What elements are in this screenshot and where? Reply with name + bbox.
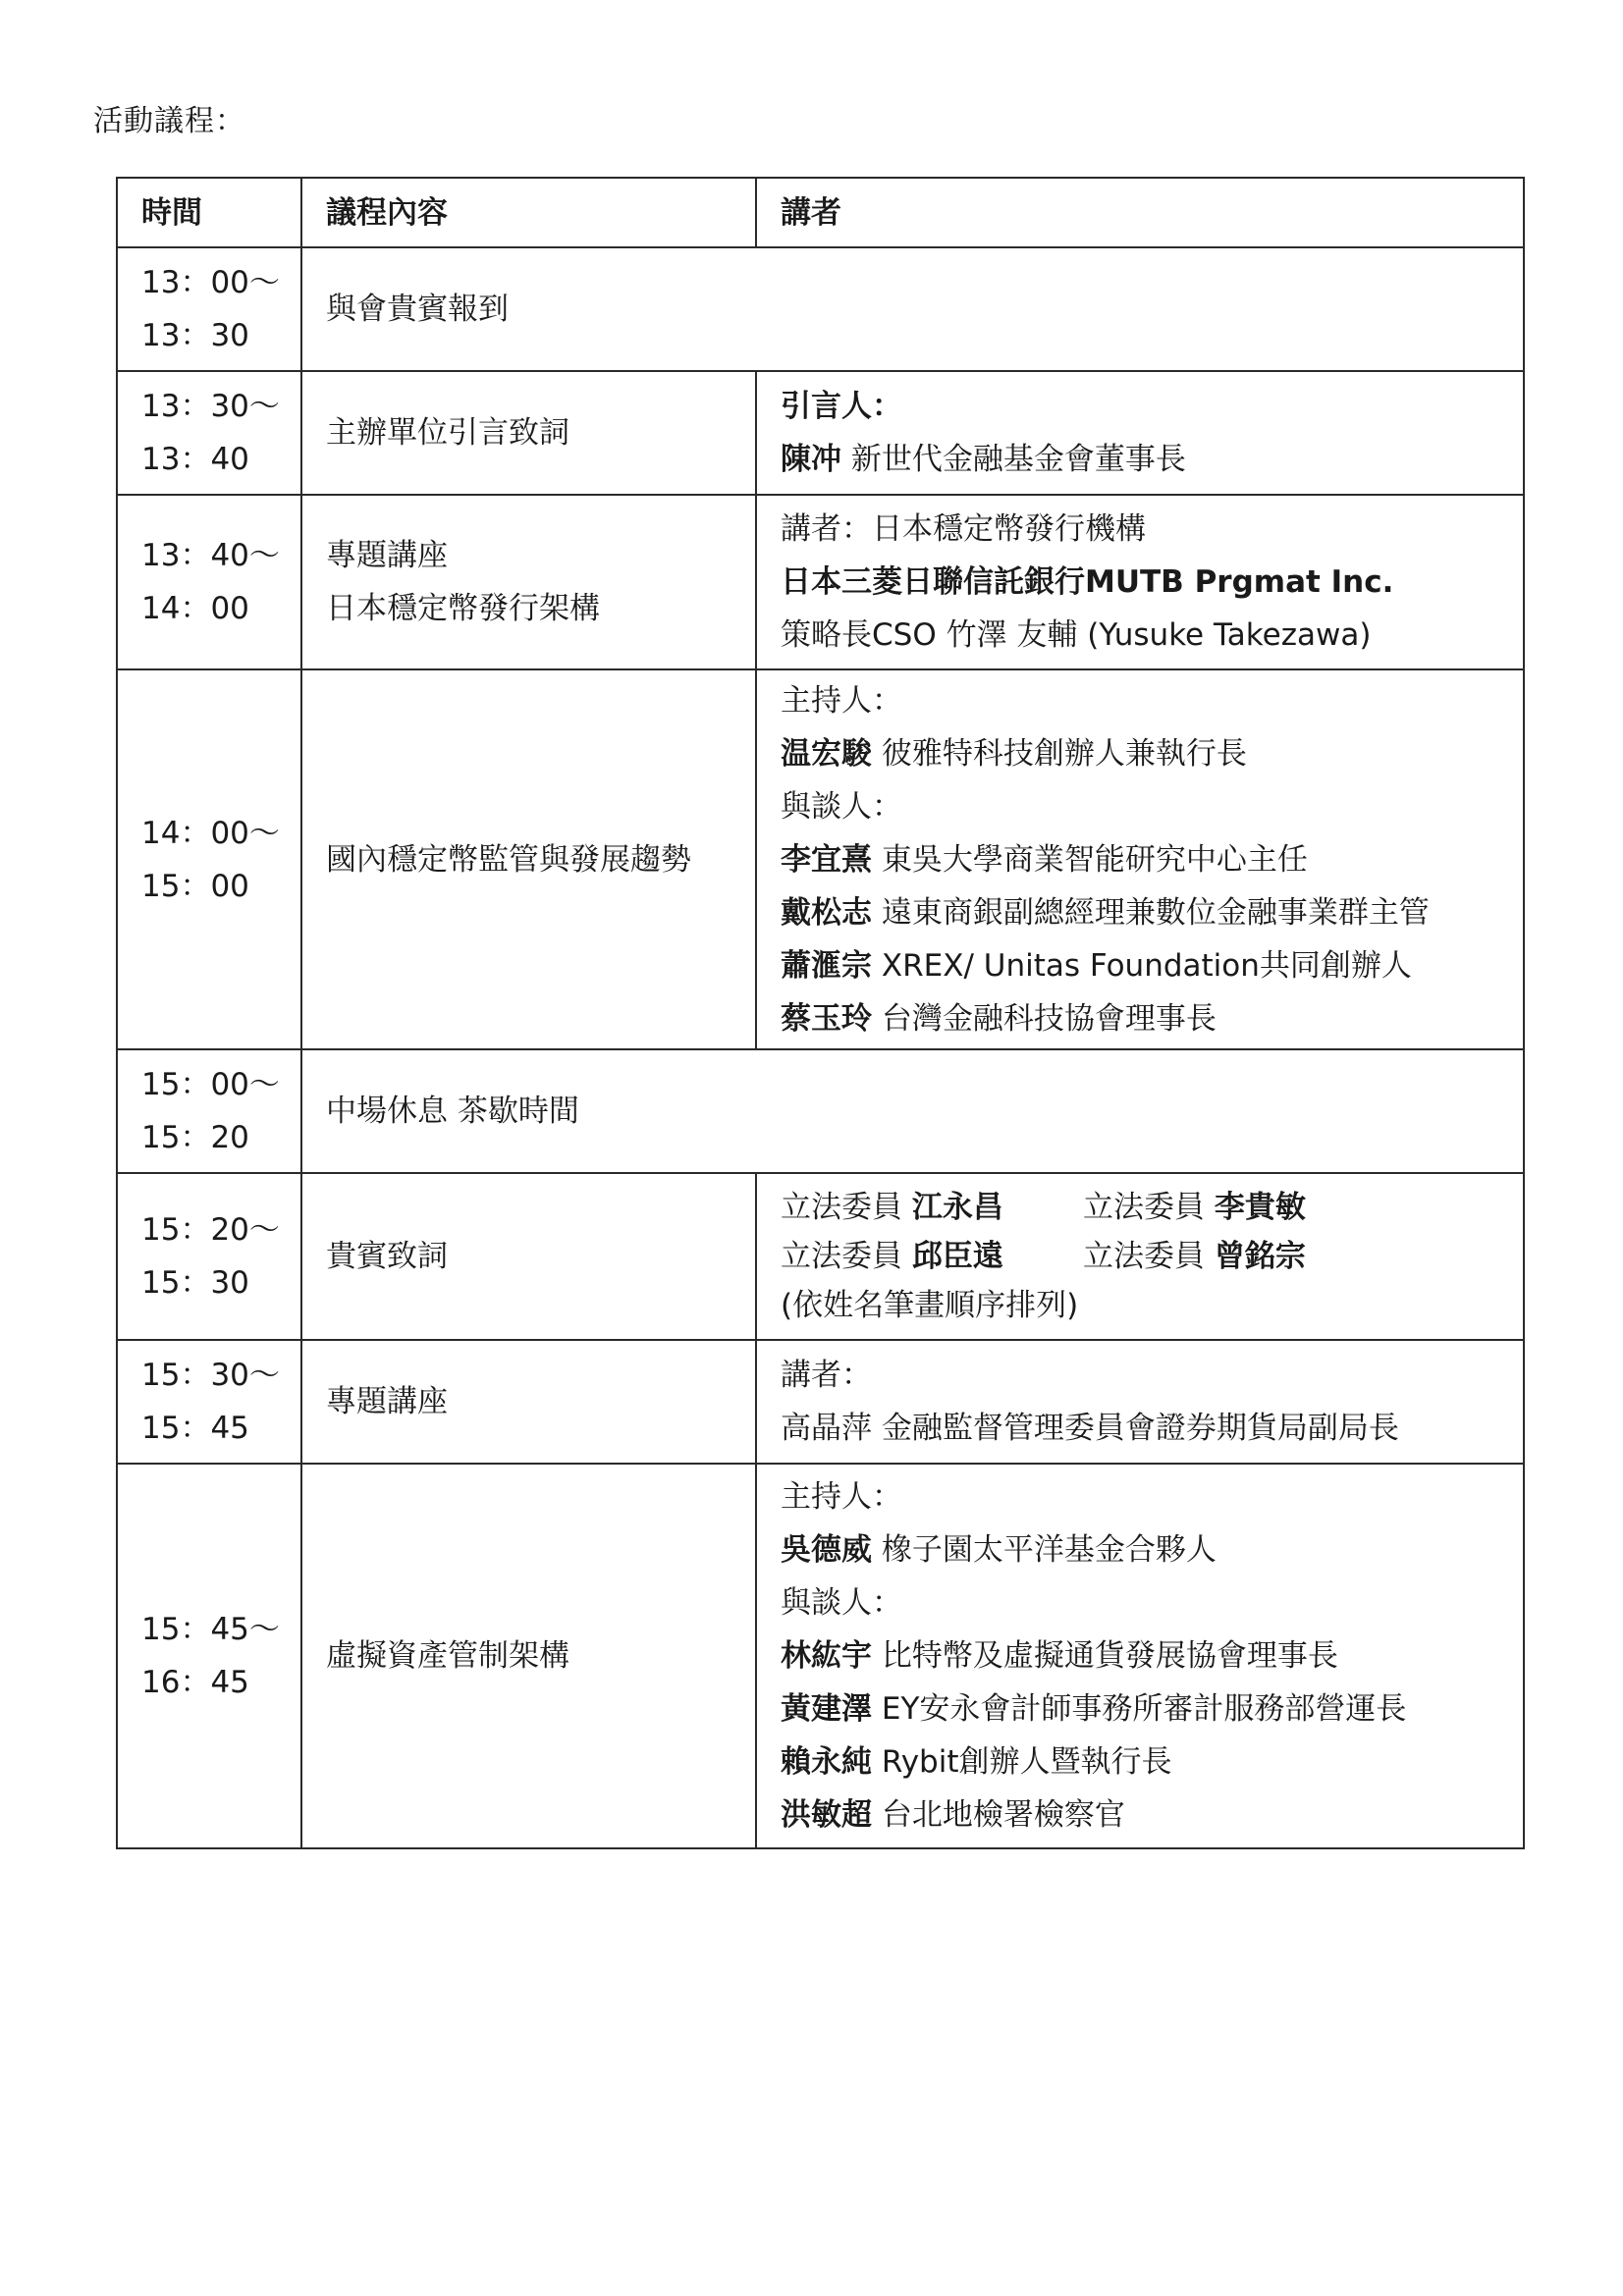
table-row	[117, 371, 1524, 495]
end-time: 15：20	[141, 1120, 249, 1155]
time-cell	[117, 247, 301, 371]
panelist-title: 遠東商銀副總經理兼數位金融事業群主管	[881, 894, 1430, 931]
start-time: 15：30～	[141, 1358, 280, 1393]
topic-text: 與會貴賓報到	[326, 292, 509, 327]
guest-name: 江永昌	[911, 1190, 1003, 1225]
guest-name: 李貴敏	[1214, 1190, 1306, 1225]
header-speaker: 講者	[756, 178, 1524, 247]
table-row	[117, 1173, 1524, 1340]
table-header-row	[117, 178, 1524, 247]
speaker-line: 策略長CSO 竹澤 友輔 (Yusuke Takezawa)	[781, 617, 1372, 653]
panelist-title: 台灣金融科技協會理事長	[881, 1000, 1217, 1037]
table-row	[117, 1049, 1524, 1173]
topic-cell	[301, 495, 756, 669]
moderator-title: 彼雅特科技創辦人兼執行長	[881, 735, 1247, 772]
panel-label: 與談人：	[781, 1585, 902, 1621]
panelist-title: 比特幣及虛擬通貨發展協會理事長	[881, 1638, 1338, 1674]
panelist-name: 林紘宇	[781, 1638, 872, 1674]
panel-label: 與談人：	[781, 788, 902, 825]
end-time: 15：45	[141, 1411, 249, 1446]
panelist-title: EY安永會計師事務所審計服務部營運長	[881, 1691, 1407, 1727]
panelist-name: 賴永純	[781, 1744, 872, 1780]
guest-name: 曾銘宗	[1214, 1239, 1306, 1274]
table-row	[117, 1464, 1524, 1848]
topic-text: 專題講座	[326, 1384, 448, 1419]
time-cell	[117, 669, 301, 1049]
panelist-name: 李宜熹	[781, 841, 872, 878]
agenda-table	[116, 177, 1525, 1849]
end-time: 13：30	[141, 318, 249, 353]
start-time: 13：30～	[141, 389, 280, 424]
start-time: 13：40～	[141, 538, 280, 573]
table-row	[117, 247, 1524, 371]
table-row	[117, 495, 1524, 669]
topic-cell	[301, 1173, 756, 1340]
topic-text: 專題講座	[326, 538, 448, 573]
speaker-line: 日本三菱日聯信託銀行MUTB Prgmat Inc.	[781, 564, 1394, 600]
start-time: 13：00～	[141, 265, 280, 300]
guest-role: 立法委員	[1083, 1239, 1205, 1274]
guest-name: 邱臣遠	[911, 1239, 1003, 1274]
table-row	[117, 1340, 1524, 1464]
end-time: 16：45	[141, 1665, 249, 1700]
start-time: 15：20～	[141, 1212, 280, 1248]
panelist-title: 台北地檢署檢察官	[881, 1797, 1125, 1833]
table-row	[117, 669, 1524, 1049]
moderator-name: 吳德威	[781, 1532, 872, 1568]
panelist-title: 東吳大學商業智能研究中心主任	[881, 841, 1308, 878]
moderator-label: 主持人：	[781, 1479, 902, 1515]
panelist-name: 戴松志	[781, 894, 872, 931]
end-time: 13：40	[141, 442, 249, 477]
speaker-name: 陳冲	[781, 442, 841, 477]
speaker-cell	[756, 1340, 1524, 1464]
time-cell	[117, 1049, 301, 1173]
time-cell	[117, 1464, 301, 1848]
panelist-title: XREX/ Unitas Foundation共同創辦人	[881, 947, 1412, 984]
panelist-name: 黃建澤	[781, 1691, 872, 1727]
speaker-cell	[756, 1173, 1524, 1340]
guest-role: 立法委員	[1083, 1190, 1205, 1225]
moderator-label: 主持人：	[781, 682, 902, 719]
moderator-name: 温宏駿	[781, 735, 872, 772]
time-cell	[117, 1340, 301, 1464]
page-heading: 活動議程：	[93, 104, 245, 138]
topic-text: 國內穩定幣監管與發展趨勢	[326, 841, 691, 878]
guest-role: 立法委員	[781, 1190, 902, 1225]
topic-text: 中場休息 茶歇時間	[326, 1094, 579, 1129]
speaker-label: 講者：	[781, 1358, 872, 1393]
topic-cell	[301, 1464, 756, 1848]
panelist-name: 蔡玉玲	[781, 1000, 872, 1037]
speaker-cell	[756, 1464, 1524, 1848]
topic-cell	[301, 371, 756, 495]
topic-text: 貴賓致詞	[326, 1239, 448, 1274]
start-time: 15：00～	[141, 1067, 280, 1102]
speaker-line: 高晶萍 金融監督管理委員會證券期貨局副局長	[781, 1411, 1399, 1446]
end-time: 14：00	[141, 591, 249, 626]
panelist-title: Rybit創辦人暨執行長	[881, 1744, 1172, 1780]
speaker-role: 引言人：	[781, 389, 902, 424]
panelist-name: 蕭滙宗	[781, 947, 872, 984]
time-cell	[117, 1173, 301, 1340]
header-time: 時間	[117, 178, 301, 247]
topic-cell	[301, 669, 756, 1049]
guest-role: 立法委員	[781, 1239, 902, 1274]
time-cell	[117, 371, 301, 495]
speaker-cell	[756, 669, 1524, 1049]
end-time: 15：30	[141, 1265, 249, 1301]
speaker-cell	[756, 495, 1524, 669]
speaker-cell	[756, 371, 1524, 495]
start-time: 15：45～	[141, 1612, 280, 1647]
header-topic: 議程內容	[301, 178, 756, 247]
start-time: 14：00～	[141, 815, 280, 851]
topic-cell	[301, 1340, 756, 1464]
moderator-title: 橡子園太平洋基金合夥人	[881, 1532, 1217, 1568]
topic-text: 主辦單位引言致詞	[326, 415, 569, 451]
speaker-title: 新世代金融基金會董事長	[850, 442, 1186, 477]
topic-cell	[301, 1049, 1524, 1173]
topic-subtext: 日本穩定幣發行架構	[326, 591, 600, 626]
order-note: (依姓名筆畫順序排列)	[781, 1288, 1079, 1323]
end-time: 15：00	[141, 868, 249, 904]
topic-cell	[301, 247, 1524, 371]
speaker-line: 講者：日本穩定幣發行機構	[781, 511, 1146, 547]
time-cell	[117, 495, 301, 669]
panelist-name: 洪敏超	[781, 1797, 872, 1833]
topic-text: 虛擬資產管制架構	[326, 1638, 569, 1674]
